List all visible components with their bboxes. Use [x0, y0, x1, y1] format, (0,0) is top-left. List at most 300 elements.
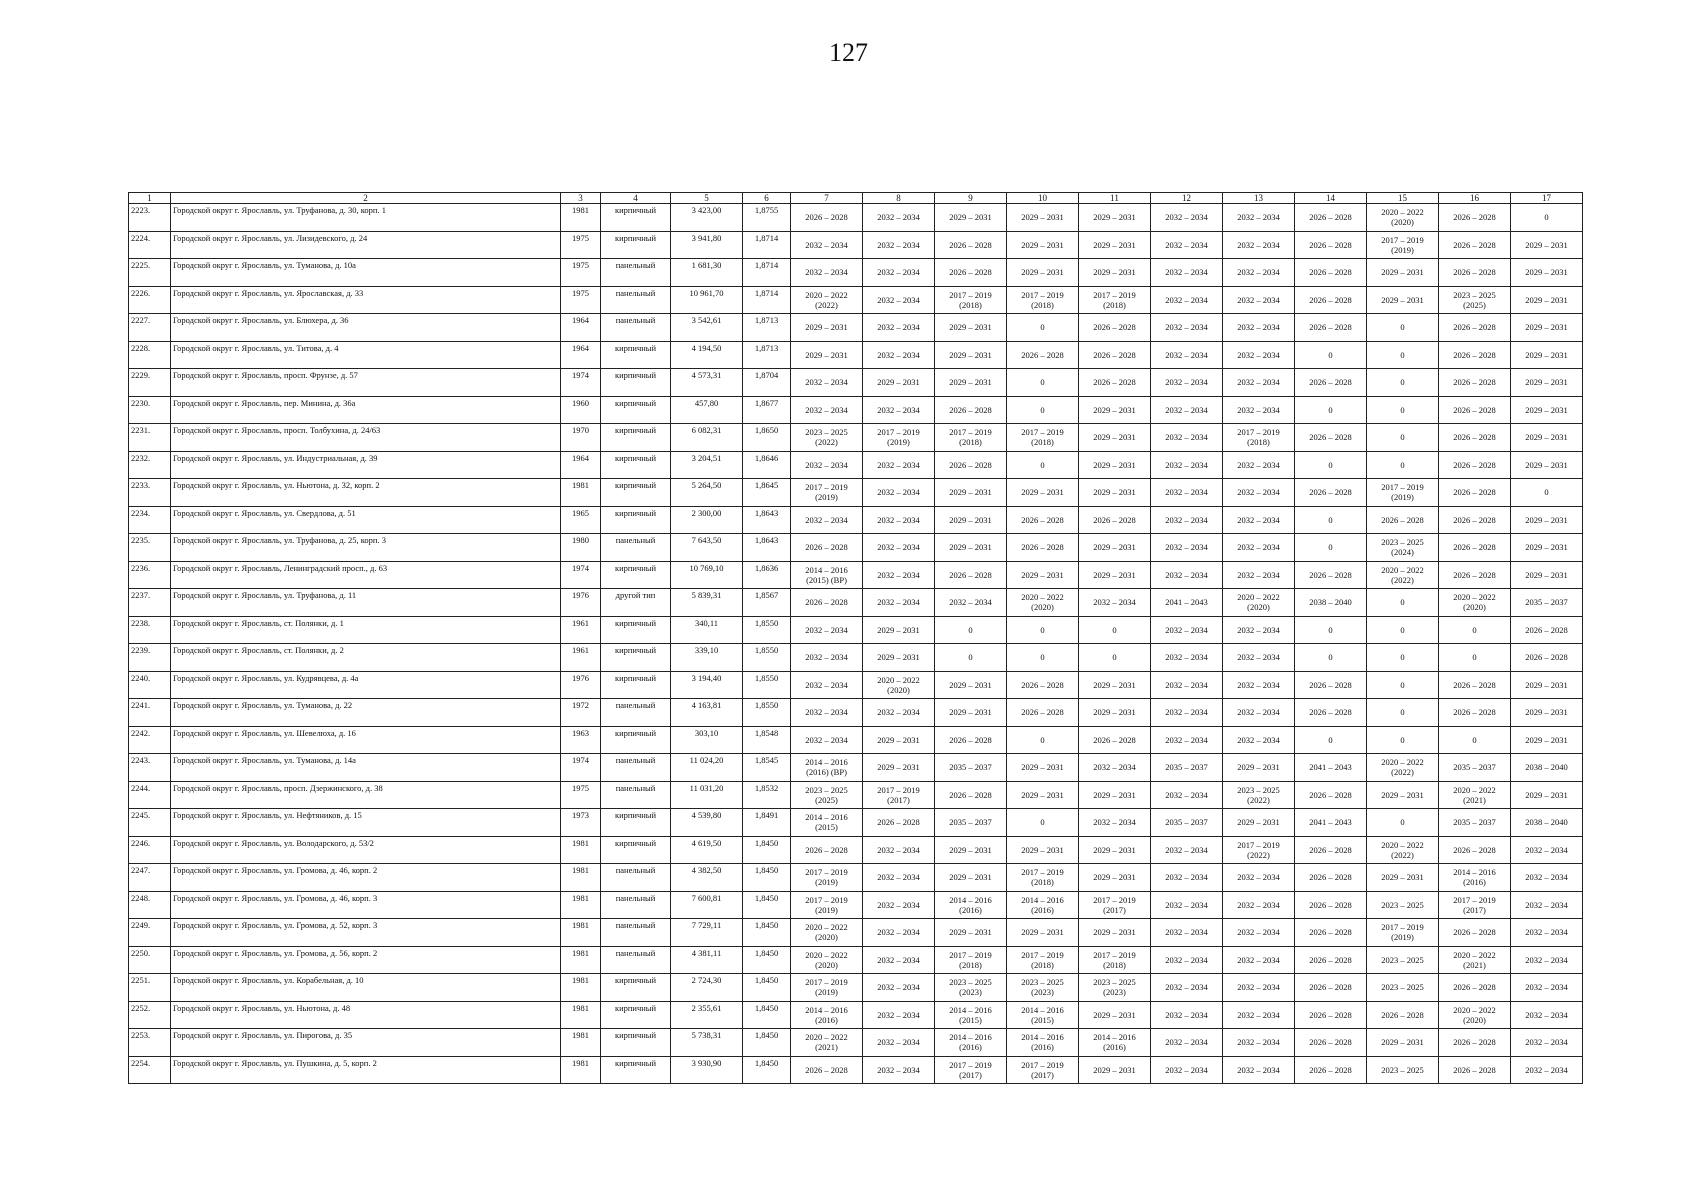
row-number: 2251.	[129, 974, 171, 1002]
period-cell: 2029 – 2031	[1079, 836, 1151, 864]
address-cell: Городской округ г. Ярославль, ул. Блюхера, д. 36	[171, 314, 561, 342]
table-row	[129, 231, 1583, 259]
table-row	[129, 836, 1583, 864]
period-cell: 0	[1367, 671, 1439, 699]
period-cell: 2026 – 2028	[935, 561, 1007, 589]
coefficient-cell: 1,8714	[743, 259, 791, 287]
period-cell: 0	[1295, 534, 1367, 562]
wall-material-cell: кирпичный	[601, 836, 671, 864]
period-cell: 2029 – 2031	[1511, 231, 1583, 259]
period-cell: 2032 – 2034	[1151, 286, 1223, 314]
period-cell: 2029 – 2031	[935, 506, 1007, 534]
period-cell: 2026 – 2028	[1295, 919, 1367, 947]
year-cell: 1975	[561, 286, 601, 314]
period-cell: 2032 – 2034	[791, 616, 863, 644]
period-cell: 0	[1007, 451, 1079, 479]
period-cell: 0	[935, 644, 1007, 672]
period-cell: 2032 – 2034	[1151, 561, 1223, 589]
table-row	[129, 919, 1583, 947]
period-cell: 2026 – 2028	[1295, 314, 1367, 342]
period-cell: 2026 – 2028	[1295, 891, 1367, 919]
table-row	[129, 644, 1583, 672]
wall-material-cell: панельный	[601, 946, 671, 974]
period-cell: 2029 – 2031	[1367, 1029, 1439, 1057]
wall-material-cell: панельный	[601, 754, 671, 782]
period-cell: 2026 – 2028	[1439, 259, 1511, 287]
area-cell: 339,10	[671, 644, 743, 672]
row-number: 2236.	[129, 561, 171, 589]
period-cell: 2029 – 2031	[1367, 781, 1439, 809]
table-row	[129, 974, 1583, 1002]
period-cell: 2032 – 2034	[1151, 1001, 1223, 1029]
period-cell: 2026 – 2028	[1439, 314, 1511, 342]
period-cell: 2032 – 2034	[1511, 946, 1583, 974]
period-cell: 2032 – 2034	[1223, 726, 1295, 754]
period-cell: 2038 – 2040	[1295, 589, 1367, 617]
period-cell: 2032 – 2034	[1151, 864, 1223, 892]
period-cell: 2023 – 2025 (2022)	[791, 424, 863, 452]
period-cell: 2029 – 2031	[1511, 506, 1583, 534]
period-cell: 2032 – 2034	[1151, 616, 1223, 644]
period-cell: 2032 – 2034	[1151, 726, 1223, 754]
period-cell: 2026 – 2028	[1295, 286, 1367, 314]
row-number: 2224.	[129, 231, 171, 259]
period-cell: 2014 – 2016 (2016) (ВР)	[791, 754, 863, 782]
column-number: 17	[1511, 193, 1583, 204]
period-cell: 2020 – 2022 (2021)	[1439, 946, 1511, 974]
period-cell: 2023 – 2025 (2023)	[1007, 974, 1079, 1002]
period-cell: 2014 – 2016 (2015) (ВР)	[791, 561, 863, 589]
period-cell: 2032 – 2034	[863, 534, 935, 562]
period-cell: 0	[1007, 726, 1079, 754]
table-row	[129, 534, 1583, 562]
row-number: 2242.	[129, 726, 171, 754]
period-cell: 2029 – 2031	[1079, 781, 1151, 809]
address-cell: Городской округ г. Ярославль, просп. Фрунзе, д. 57	[171, 369, 561, 397]
period-cell: 2032 – 2034	[1151, 974, 1223, 1002]
period-cell: 2032 – 2034	[1223, 204, 1295, 232]
row-number: 2229.	[129, 369, 171, 397]
wall-material-cell: другой тип	[601, 589, 671, 617]
row-number: 2226.	[129, 286, 171, 314]
period-cell: 0	[1295, 451, 1367, 479]
year-cell: 1981	[561, 204, 601, 232]
coefficient-cell: 1,8567	[743, 589, 791, 617]
period-cell: 2026 – 2028	[1295, 204, 1367, 232]
row-number: 2240.	[129, 671, 171, 699]
address-cell: Городской округ г. Ярославль, ул. Пушкина, д. 5, корп. 2	[171, 1056, 561, 1084]
period-cell: 2026 – 2028	[791, 1056, 863, 1084]
table-row	[129, 809, 1583, 837]
coefficient-cell: 1,8550	[743, 699, 791, 727]
period-cell: 0	[1007, 314, 1079, 342]
period-cell: 2026 – 2028	[1007, 534, 1079, 562]
coefficient-cell: 1,8713	[743, 341, 791, 369]
period-cell: 2023 – 2025	[1367, 974, 1439, 1002]
period-cell: 2032 – 2034	[791, 506, 863, 534]
year-cell: 1980	[561, 534, 601, 562]
coefficient-cell: 1,8548	[743, 726, 791, 754]
table-row	[129, 699, 1583, 727]
column-number: 10	[1007, 193, 1079, 204]
year-cell: 1965	[561, 506, 601, 534]
year-cell: 1974	[561, 754, 601, 782]
period-cell: 2032 – 2034	[1151, 451, 1223, 479]
period-cell: 2026 – 2028	[1007, 506, 1079, 534]
wall-material-cell: кирпичный	[601, 1001, 671, 1029]
period-cell: 0	[1511, 204, 1583, 232]
period-cell: 2032 – 2034	[1223, 616, 1295, 644]
period-cell: 2029 – 2031	[935, 864, 1007, 892]
address-cell: Городской округ г. Ярославль, ул. Нефтяников, д. 15	[171, 809, 561, 837]
period-cell: 2026 – 2028	[1007, 671, 1079, 699]
period-cell: 2023 – 2025 (2025)	[1439, 286, 1511, 314]
period-cell: 2026 – 2028	[791, 534, 863, 562]
row-number: 2239.	[129, 644, 171, 672]
coefficient-cell: 1,8643	[743, 534, 791, 562]
period-cell: 2032 – 2034	[1223, 479, 1295, 507]
wall-material-cell: кирпичный	[601, 231, 671, 259]
address-cell: Городской округ г. Ярославль, ул. Лизидевского, д. 24	[171, 231, 561, 259]
area-cell: 4 573,31	[671, 369, 743, 397]
period-cell: 2029 – 2031	[935, 369, 1007, 397]
period-cell: 2014 – 2016 (2016)	[1439, 864, 1511, 892]
period-cell: 2029 – 2031	[1079, 1001, 1151, 1029]
period-cell: 2029 – 2031	[863, 369, 935, 397]
wall-material-cell: панельный	[601, 534, 671, 562]
wall-material-cell: панельный	[601, 864, 671, 892]
period-cell: 2023 – 2025	[1367, 1056, 1439, 1084]
period-cell: 0	[1367, 616, 1439, 644]
address-cell: Городской округ г. Ярославль, ул. Ярославская, д. 33	[171, 286, 561, 314]
period-cell: 2032 – 2034	[1151, 424, 1223, 452]
wall-material-cell: панельный	[601, 891, 671, 919]
address-cell: Городской округ г. Ярославль, ул. Громова, д. 52, корп. 3	[171, 919, 561, 947]
period-cell: 2032 – 2034	[1223, 506, 1295, 534]
period-cell: 2032 – 2034	[1223, 671, 1295, 699]
period-cell: 2029 – 2031	[1511, 424, 1583, 452]
row-number: 2249.	[129, 919, 171, 947]
row-number: 2231.	[129, 424, 171, 452]
period-cell: 2026 – 2028	[1295, 836, 1367, 864]
area-cell: 3 542,61	[671, 314, 743, 342]
period-cell: 2026 – 2028	[1079, 726, 1151, 754]
row-number: 2244.	[129, 781, 171, 809]
period-cell: 2032 – 2034	[1511, 1001, 1583, 1029]
period-cell: 2017 – 2019 (2018)	[1079, 286, 1151, 314]
area-cell: 3 941,80	[671, 231, 743, 259]
address-cell: Городской округ г. Ярославль, ул. Громова, д. 56, корп. 2	[171, 946, 561, 974]
coefficient-cell: 1,8532	[743, 781, 791, 809]
table-row	[129, 451, 1583, 479]
area-cell: 4 382,50	[671, 864, 743, 892]
column-number: 1	[129, 193, 171, 204]
year-cell: 1975	[561, 259, 601, 287]
wall-material-cell: кирпичный	[601, 1029, 671, 1057]
period-cell: 0	[1439, 616, 1511, 644]
period-cell: 2026 – 2028	[1439, 451, 1511, 479]
coefficient-cell: 1,8545	[743, 754, 791, 782]
period-cell: 2032 – 2034	[1223, 451, 1295, 479]
period-cell: 2032 – 2034	[791, 726, 863, 754]
period-cell: 2032 – 2034	[1223, 1001, 1295, 1029]
period-cell: 0	[1367, 451, 1439, 479]
period-cell: 2032 – 2034	[1223, 946, 1295, 974]
row-number: 2243.	[129, 754, 171, 782]
period-cell: 2026 – 2028	[791, 836, 863, 864]
period-cell: 2029 – 2031	[1007, 836, 1079, 864]
year-cell: 1976	[561, 671, 601, 699]
address-cell: Городской округ г. Ярославль, ул. Ньютона, д. 32, корп. 2	[171, 479, 561, 507]
address-cell: Городской округ г. Ярославль, просп. Дзержинского, д. 38	[171, 781, 561, 809]
period-cell: 2029 – 2031	[935, 314, 1007, 342]
area-cell: 2 724,30	[671, 974, 743, 1002]
period-cell: 2026 – 2028	[1439, 561, 1511, 589]
table-row	[129, 204, 1583, 232]
year-cell: 1964	[561, 314, 601, 342]
period-cell: 2017 – 2019 (2019)	[791, 891, 863, 919]
period-cell: 2029 – 2031	[863, 616, 935, 644]
table-row	[129, 479, 1583, 507]
period-cell: 2029 – 2031	[1367, 864, 1439, 892]
year-cell: 1975	[561, 231, 601, 259]
row-number: 2250.	[129, 946, 171, 974]
period-cell: 2032 – 2034	[1151, 1056, 1223, 1084]
period-cell: 2020 – 2022 (2020)	[1439, 1001, 1511, 1029]
period-cell: 2026 – 2028	[1295, 864, 1367, 892]
area-cell: 340,11	[671, 616, 743, 644]
period-cell: 2038 – 2040	[1511, 809, 1583, 837]
row-number: 2234.	[129, 506, 171, 534]
period-cell: 2029 – 2031	[1079, 919, 1151, 947]
period-cell: 2032 – 2034	[1223, 314, 1295, 342]
address-cell: Городской округ г. Ярославль, просп. Толбухина, д. 24/63	[171, 424, 561, 452]
period-cell: 0	[1439, 644, 1511, 672]
coefficient-cell: 1,8550	[743, 644, 791, 672]
row-number: 2252.	[129, 1001, 171, 1029]
period-cell: 2032 – 2034	[1511, 1056, 1583, 1084]
period-cell: 2029 – 2031	[1511, 396, 1583, 424]
year-cell: 1976	[561, 589, 601, 617]
period-cell: 2029 – 2031	[935, 204, 1007, 232]
area-cell: 5 264,50	[671, 479, 743, 507]
period-cell: 2029 – 2031	[1511, 314, 1583, 342]
period-cell: 2032 – 2034	[863, 286, 935, 314]
period-cell: 2026 – 2028	[1439, 1029, 1511, 1057]
wall-material-cell: кирпичный	[601, 451, 671, 479]
year-cell: 1981	[561, 1001, 601, 1029]
period-cell: 2026 – 2028	[791, 204, 863, 232]
period-cell: 2014 – 2016 (2016)	[1007, 1029, 1079, 1057]
page-number: 127	[829, 38, 868, 67]
period-cell: 2026 – 2028	[1439, 424, 1511, 452]
period-cell: 2020 – 2022 (2020)	[1439, 589, 1511, 617]
period-cell: 2020 – 2022 (2022)	[1367, 754, 1439, 782]
coefficient-cell: 1,8646	[743, 451, 791, 479]
table-row	[129, 286, 1583, 314]
period-cell: 2029 – 2031	[1007, 204, 1079, 232]
row-number: 2248.	[129, 891, 171, 919]
period-cell: 2017 – 2019 (2019)	[863, 424, 935, 452]
period-cell: 2017 – 2019 (2018)	[935, 286, 1007, 314]
coefficient-cell: 1,8450	[743, 946, 791, 974]
period-cell: 2038 – 2040	[1511, 754, 1583, 782]
period-cell: 2017 – 2019 (2019)	[1367, 231, 1439, 259]
period-cell: 2032 – 2034	[1223, 534, 1295, 562]
period-cell: 2032 – 2034	[1079, 809, 1151, 837]
wall-material-cell: кирпичный	[601, 204, 671, 232]
period-cell: 2029 – 2031	[791, 341, 863, 369]
period-cell: 2026 – 2028	[1439, 699, 1511, 727]
column-number: 12	[1151, 193, 1223, 204]
period-cell: 2035 – 2037	[935, 754, 1007, 782]
period-cell: 2032 – 2034	[863, 699, 935, 727]
period-cell: 2032 – 2034	[1151, 891, 1223, 919]
table-row	[129, 369, 1583, 397]
period-cell: 2029 – 2031	[1511, 369, 1583, 397]
address-cell: Городской округ г. Ярославль, пер. Минина, д. 36а	[171, 396, 561, 424]
period-cell: 2032 – 2034	[1151, 919, 1223, 947]
period-cell: 2029 – 2031	[863, 754, 935, 782]
area-cell: 303,10	[671, 726, 743, 754]
period-cell: 2029 – 2031	[1367, 259, 1439, 287]
period-cell: 2032 – 2034	[1151, 946, 1223, 974]
coefficient-cell: 1,8650	[743, 424, 791, 452]
period-cell: 2026 – 2028	[1295, 1056, 1367, 1084]
period-cell: 2032 – 2034	[863, 1029, 935, 1057]
period-cell: 2020 – 2022 (2021)	[1439, 781, 1511, 809]
address-cell: Городской округ г. Ярославль, ул. Труфанова, д. 11	[171, 589, 561, 617]
period-cell: 2017 – 2019 (2017)	[1079, 891, 1151, 919]
row-number: 2253.	[129, 1029, 171, 1057]
period-cell: 2029 – 2031	[1079, 534, 1151, 562]
period-cell: 2017 – 2019 (2018)	[1223, 424, 1295, 452]
period-cell: 2023 – 2025 (2024)	[1367, 534, 1439, 562]
period-cell: 2026 – 2028	[1007, 341, 1079, 369]
period-cell: 2032 – 2034	[863, 589, 935, 617]
period-cell: 2032 – 2034	[1151, 506, 1223, 534]
period-cell: 2014 – 2016 (2015)	[791, 809, 863, 837]
period-cell: 2026 – 2028	[935, 726, 1007, 754]
period-cell: 2029 – 2031	[1079, 1056, 1151, 1084]
period-cell: 2032 – 2034	[1511, 891, 1583, 919]
period-cell: 2032 – 2034	[1151, 314, 1223, 342]
period-cell: 2026 – 2028	[1295, 259, 1367, 287]
year-cell: 1960	[561, 396, 601, 424]
period-cell: 0	[935, 616, 1007, 644]
area-cell: 10 769,10	[671, 561, 743, 589]
coefficient-cell: 1,8704	[743, 369, 791, 397]
area-cell: 2 300,00	[671, 506, 743, 534]
year-cell: 1981	[561, 864, 601, 892]
row-number: 2241.	[129, 699, 171, 727]
year-cell: 1961	[561, 644, 601, 672]
period-cell: 2032 – 2034	[791, 699, 863, 727]
period-cell: 0	[1367, 341, 1439, 369]
period-cell: 2017 – 2019 (2018)	[935, 946, 1007, 974]
area-cell: 3 423,00	[671, 204, 743, 232]
period-cell: 2026 – 2028	[1439, 479, 1511, 507]
year-cell: 1964	[561, 341, 601, 369]
coefficient-cell: 1,8450	[743, 919, 791, 947]
column-number: 14	[1295, 193, 1367, 204]
period-cell: 0	[1367, 424, 1439, 452]
period-cell: 2032 – 2034	[863, 561, 935, 589]
year-cell: 1973	[561, 809, 601, 837]
period-cell: 2032 – 2034	[1079, 754, 1151, 782]
period-cell: 0	[1367, 644, 1439, 672]
period-cell: 0	[1295, 644, 1367, 672]
period-cell: 2029 – 2031	[1511, 259, 1583, 287]
period-cell: 2023 – 2025 (2022)	[1223, 781, 1295, 809]
period-cell: 2032 – 2034	[1511, 1029, 1583, 1057]
coefficient-cell: 1,8645	[743, 479, 791, 507]
period-cell: 2029 – 2031	[1079, 451, 1151, 479]
table-row	[129, 726, 1583, 754]
table-row	[129, 1029, 1583, 1057]
period-cell: 2032 – 2034	[935, 589, 1007, 617]
period-cell: 2035 – 2037	[1151, 809, 1223, 837]
address-cell: Городской округ г. Ярославль, ул. Корабельная, д. 10	[171, 974, 561, 1002]
area-cell: 1 681,30	[671, 259, 743, 287]
period-cell: 0	[1367, 589, 1439, 617]
year-cell: 1972	[561, 699, 601, 727]
area-cell: 3 930,90	[671, 1056, 743, 1084]
address-cell: Городской округ г. Ярославль, ул. Кудрявцева, д. 4а	[171, 671, 561, 699]
row-number: 2233.	[129, 479, 171, 507]
period-cell: 2029 – 2031	[1079, 479, 1151, 507]
year-cell: 1981	[561, 1029, 601, 1057]
period-cell: 2017 – 2019 (2018)	[1007, 424, 1079, 452]
period-cell: 2032 – 2034	[1223, 1029, 1295, 1057]
period-cell: 2032 – 2034	[1223, 699, 1295, 727]
year-cell: 1981	[561, 946, 601, 974]
period-cell: 2026 – 2028	[1295, 699, 1367, 727]
period-cell: 0	[1079, 644, 1151, 672]
address-cell: Городской округ г. Ярославль, ул. Труфанова, д. 30, корп. 1	[171, 204, 561, 232]
period-cell: 2026 – 2028	[1295, 479, 1367, 507]
period-cell: 2029 – 2031	[935, 534, 1007, 562]
coefficient-cell: 1,8714	[743, 286, 791, 314]
period-cell: 2032 – 2034	[791, 396, 863, 424]
period-cell: 0	[1367, 726, 1439, 754]
period-cell: 2032 – 2034	[863, 204, 935, 232]
period-cell: 2029 – 2031	[1079, 561, 1151, 589]
table-row	[129, 1056, 1583, 1084]
period-cell: 2020 – 2022 (2020)	[1367, 204, 1439, 232]
area-cell: 4 163,81	[671, 699, 743, 727]
period-cell: 2029 – 2031	[1079, 699, 1151, 727]
period-cell: 2026 – 2028	[1439, 369, 1511, 397]
address-cell: Городской округ г. Ярославль, ст. Полянки, д. 1	[171, 616, 561, 644]
row-number: 2237.	[129, 589, 171, 617]
table-row	[129, 864, 1583, 892]
period-cell: 2032 – 2034	[863, 341, 935, 369]
year-cell: 1975	[561, 781, 601, 809]
period-cell: 2017 – 2019 (2019)	[791, 974, 863, 1002]
year-cell: 1981	[561, 919, 601, 947]
period-cell: 2032 – 2034	[863, 259, 935, 287]
period-cell: 2032 – 2034	[791, 644, 863, 672]
period-cell: 2020 – 2022 (2020)	[1223, 589, 1295, 617]
period-cell: 2029 – 2031	[1511, 534, 1583, 562]
area-cell: 7 643,50	[671, 534, 743, 562]
period-cell: 2032 – 2034	[1223, 369, 1295, 397]
period-cell: 2029 – 2031	[1079, 424, 1151, 452]
year-cell: 1961	[561, 616, 601, 644]
period-cell: 2026 – 2028	[1511, 644, 1583, 672]
period-cell: 2026 – 2028	[1295, 671, 1367, 699]
